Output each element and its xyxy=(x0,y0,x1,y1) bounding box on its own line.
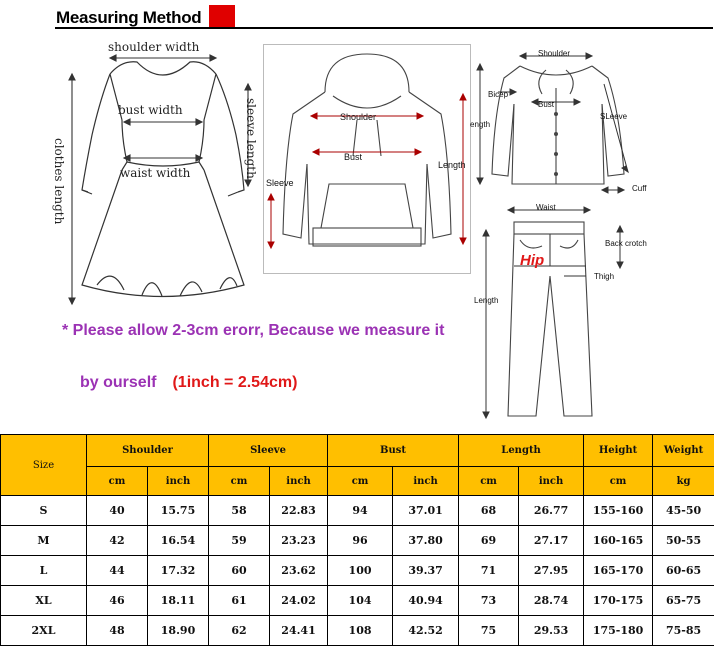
table-cell: 26.77 xyxy=(519,496,584,526)
table-cell: 37.80 xyxy=(393,526,459,556)
shirt-bust-label: Bust xyxy=(538,100,555,109)
hoodie-sleeve-label: Sleeve xyxy=(266,178,294,188)
by-ourself-text: by ourself xyxy=(80,374,157,391)
table-cell: 39.37 xyxy=(393,556,459,586)
table-cell: 108 xyxy=(328,616,393,646)
hoodie-shoulder-label: Shoulder xyxy=(340,112,377,122)
table-cell: 37.01 xyxy=(393,496,459,526)
table-cell: 44 xyxy=(87,556,148,586)
table-cell: 27.95 xyxy=(519,556,584,586)
measurement-method-note xyxy=(80,374,297,392)
shirt-cuff-label: Cuff xyxy=(632,184,647,193)
shirt-shoulder-label: Shoulder xyxy=(538,49,571,58)
table-cell: 58 xyxy=(209,496,270,526)
table-cell: 160-165 xyxy=(584,526,653,556)
size-cell: XL xyxy=(1,586,87,616)
pants-thigh-label: Thigh xyxy=(594,272,615,281)
pants-length-label: Length xyxy=(474,296,499,305)
unit-header: cm xyxy=(209,467,270,496)
table-cell: 155-160 xyxy=(584,496,653,526)
unit-header: inch xyxy=(148,467,209,496)
table-cell: 96 xyxy=(328,526,393,556)
table-cell: 61 xyxy=(209,586,270,616)
weight-column-header: Weight xyxy=(653,435,714,467)
dress-waist-width-label: waist width xyxy=(120,166,191,180)
inch-conversion-text: (1inch = 2.54cm) xyxy=(172,374,298,391)
table-row xyxy=(1,526,714,556)
table-cell: 48 xyxy=(87,616,148,646)
table-row xyxy=(1,556,714,586)
table-cell: 27.17 xyxy=(519,526,584,556)
table-cell: 60-65 xyxy=(653,556,714,586)
unit-header: inch xyxy=(519,467,584,496)
table-cell: 28.74 xyxy=(519,586,584,616)
table-cell: 40.94 xyxy=(393,586,459,616)
pants-illustration xyxy=(470,196,670,426)
size-cell: S xyxy=(1,496,87,526)
table-cell: 65-75 xyxy=(653,586,714,616)
shoulder-column-header: Shoulder xyxy=(87,435,209,467)
table-cell: 75-85 xyxy=(653,616,714,646)
unit-header: cm xyxy=(459,467,519,496)
unit-header: inch xyxy=(270,467,328,496)
table-cell: 60 xyxy=(209,556,270,586)
table-row xyxy=(1,496,714,526)
table-row xyxy=(1,586,714,616)
length-column-header: Length xyxy=(459,435,584,467)
size-cell: 2XL xyxy=(1,616,87,646)
table-cell: 68 xyxy=(459,496,519,526)
table-cell: 42 xyxy=(87,526,148,556)
pants-hip-label: Hip xyxy=(520,252,545,269)
dress-bust-width-label: bust width xyxy=(118,103,183,117)
unit-header: kg xyxy=(653,467,714,496)
table-cell: 23.23 xyxy=(270,526,328,556)
table-cell: 104 xyxy=(328,586,393,616)
shirt-illustration xyxy=(470,44,670,194)
table-cell: 15.75 xyxy=(148,496,209,526)
shirt-sleeve-label: SLeeve xyxy=(600,112,628,121)
unit-header: cm xyxy=(87,467,148,496)
size-chart-table xyxy=(0,434,714,646)
shirt-length-label: ength xyxy=(470,120,491,129)
table-cell: 29.53 xyxy=(519,616,584,646)
unit-header: cm xyxy=(584,467,653,496)
size-cell: L xyxy=(1,556,87,586)
table-cell: 23.62 xyxy=(270,556,328,586)
size-column-header: Size xyxy=(1,435,87,496)
unit-header: inch xyxy=(393,467,459,496)
table-cell: 17.32 xyxy=(148,556,209,586)
height-column-header: Height xyxy=(584,435,653,467)
table-cell: 45-50 xyxy=(653,496,714,526)
table-cell: 22.83 xyxy=(270,496,328,526)
pants-back-crotch-label: Back crotch xyxy=(605,239,647,248)
dress-sleeve-length-label: sleeve length xyxy=(244,98,258,179)
table-cell: 46 xyxy=(87,586,148,616)
table-cell: 42.52 xyxy=(393,616,459,646)
table-cell: 165-170 xyxy=(584,556,653,586)
hoodie-illustration xyxy=(263,44,471,274)
dress-clothes-length-label: clothes length xyxy=(52,138,66,225)
hoodie-bust-label: Bust xyxy=(344,152,363,162)
table-cell: 71 xyxy=(459,556,519,586)
table-cell: 175-180 xyxy=(584,616,653,646)
unit-header: cm xyxy=(328,467,393,496)
table-cell: 59 xyxy=(209,526,270,556)
table-cell: 24.41 xyxy=(270,616,328,646)
title-underline xyxy=(55,27,713,29)
table-cell: 94 xyxy=(328,496,393,526)
shirt-bicep-label: Bicep xyxy=(488,90,509,99)
table-row xyxy=(1,616,714,646)
table-cell: 18.90 xyxy=(148,616,209,646)
sleeve-column-header: Sleeve xyxy=(209,435,328,467)
measurement-error-note: * Please allow 2-3cm erorr, Because we measure it xyxy=(62,322,445,339)
measuring-method-title: Measuring Method xyxy=(56,8,202,27)
table-cell: 69 xyxy=(459,526,519,556)
dress-shoulder-width-label: shoulder width xyxy=(108,40,200,54)
size-cell: M xyxy=(1,526,87,556)
hoodie-length-label: Length xyxy=(438,160,466,170)
table-cell: 24.02 xyxy=(270,586,328,616)
table-cell: 18.11 xyxy=(148,586,209,616)
table-cell: 40 xyxy=(87,496,148,526)
pants-waist-label: Waist xyxy=(536,203,556,212)
table-cell: 62 xyxy=(209,616,270,646)
bust-column-header: Bust xyxy=(328,435,459,467)
title-accent-block xyxy=(209,5,235,27)
table-cell: 170-175 xyxy=(584,586,653,616)
table-cell: 100 xyxy=(328,556,393,586)
table-cell: 50-55 xyxy=(653,526,714,556)
table-cell: 75 xyxy=(459,616,519,646)
table-cell: 16.54 xyxy=(148,526,209,556)
table-cell: 73 xyxy=(459,586,519,616)
